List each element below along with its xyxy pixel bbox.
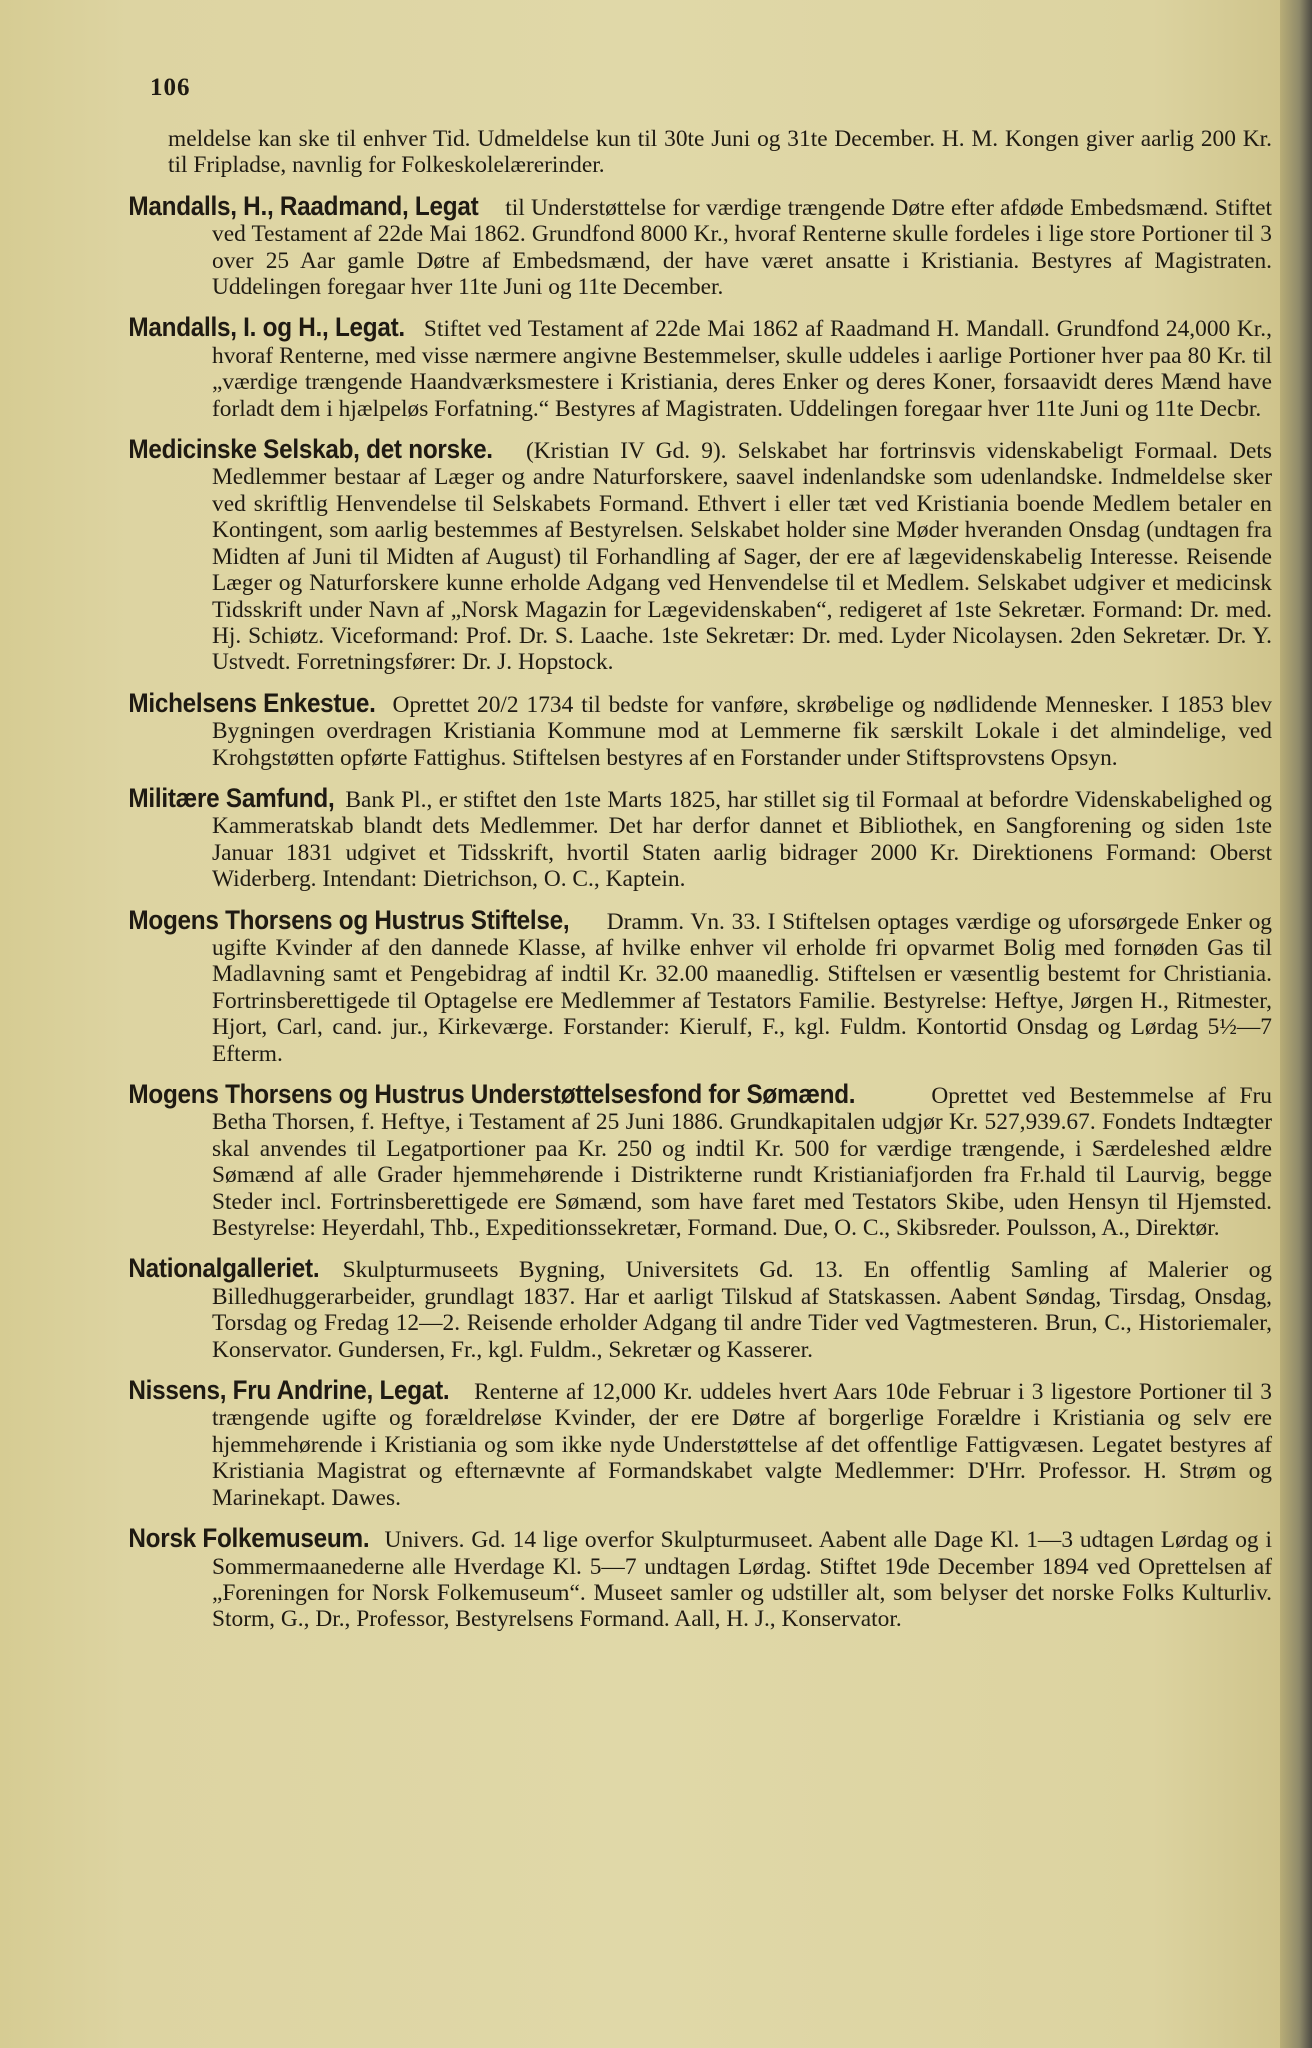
entry-text: Oprettet ved Bestemmelse af Fru Betha Thorsen, f. Heftye, i Testament af 25 Juni 1886. Grundkapitalen udgjør Kr. 527,939.67. Fondets Indtægter skal anvendes til Legatportioner paa Kr. 250 og indtil Kr. 500 for værdige trængende, i Særdeleshed ældre Sømænd af alle Grader hjemmehørende i Distrikterne rundt Kristianiafjorden fra Fr.hald til Laurvig, begge Steder incl. Fortrinsberettigede ere Sømænd, som have faret med Testators Skibe, uden Hensyn til Hjemsted. Bestyrelse: Heyerdahl, Thb., Expeditionssekretær, Formand. Due, O. C., Skibsreder. Poulsson, A., Direktør.	[212, 1083, 1272, 1242]
entry-mandalls-i-og-h-legat	[128, 312, 1272, 422]
entry-text: (Kristian IV Gd. 9). Selskabet har fortrinsvis videnskabeligt Formaal. Dets Medlemmer bestaar af Læger og andre Naturforskere, saavel indenlandske som udenlandske. Indmeldelse sker ved skriftlig Henvendelse til Selskabets Formand. Ethvert i eller tæt ved Kristiania boende Medlem betaler en Kontingent, som aarlig bestemmes af Bestyrelsen. Selskabet holder sine Møder hveranden Onsdag (undtagen fra Midten af Juni til Midten af August) til Forhandling af Sager, der ere af lægevidenskabelig Interesse. Reisende Læger og Naturforskere kunne erholde Adgang ved Henvendelse til et Medlem. Selskabet udgiver et medicinsk Tidsskrift under Navn af „Norsk Magazin for Lægevidenskaben“, redigeret af 1ste Sekretær. Formand: Dr. med. Hj. Schiøtz. Viceformand: Prof. Dr. S. Laache. 1ste Sekretær: Dr. med. Lyder Nicolaysen. 2den Sekretær. Dr. Y. Ustvedt. Forretningsfører: Dr. J. Hopstock.	[212, 438, 1272, 676]
directory-text	[128, 126, 1272, 1633]
page-edge-shadow	[1280, 0, 1312, 2048]
entry-heading: Mandalls, H., Raadmand, Legat	[128, 190, 479, 221]
entry-heading: Medicinske Selskab, det norske.	[128, 434, 493, 465]
entry-medicinske-selskab	[128, 434, 1272, 676]
entry-heading: Militære Samfund,	[128, 782, 335, 813]
entry-norsk-folkemuseum	[128, 1523, 1272, 1633]
entry-nissens-legat	[128, 1375, 1272, 1511]
entry-mandalls-raadmand-legat	[128, 190, 1272, 301]
entry-heading: Nissens, Fru Andrine, Legat.	[128, 1375, 450, 1406]
entry-michelsens-enkestue	[128, 687, 1272, 771]
entry-mogens-thorsens-stiftelse	[128, 904, 1272, 1067]
entry-heading: Mandalls, I. og H., Legat.	[128, 312, 405, 343]
page-number: 106	[150, 74, 191, 101]
entry-text: Oprettet 20/2 1734 til bedste for vanføre, skrøbelige og nødlidende Mennesker. I 1853 blev Bygningen overdragen Kristiania Kommune mod at Lemmerne fik særskilt Lokale i det almindelige, ved Krohgstøtten opførte Fattighus. Stiftelsen bestyres af en Forstander under Stiftsprovstens Opsyn.	[212, 691, 1272, 771]
entry-heading: Norsk Folkemuseum.	[128, 1523, 370, 1554]
entry-heading: Mogens Thorsens og Hustrus Stiftelse,	[128, 904, 570, 935]
entry-text: Skulpturmuseets Bygning, Universitets Gd. 13. En offentlig Samling af Malerier og Billedhuggerarbeider, grundlagt 1837. Har et aarligt Tilskud af Statskassen. Aabent Søndag, Tirsdag, Onsdag, Torsdag og Fredag 12—2. Reisende erholder Adgang til andre Tider ved Vagtmesteren. Brun, C., Historiemaler, Konservator. Gundersen, Fr., kgl. Fuldm., Sekretær og Kasserer.	[212, 1257, 1272, 1363]
entry-nationalgalleriet	[128, 1253, 1272, 1363]
entry-text: Bank Pl., er stiftet den 1ste Marts 1825, har stillet sig til Formaal at befordre Videnskabelighed og Kammeratskab blandt dets Medlemmer. Det har derfor dannet et Bibliothek, en Sangforening og siden 1ste Januar 1831 udgivet et Tidsskrift, hvortil Staten aarlig bidrager 2000 Kr. Direktionens Formand: Oberst Widerberg. Intendant: Dietrichson, O. C., Kaptein.	[212, 786, 1272, 893]
entry-text: Stiftet ved Testament af 22de Mai 1862 af Raadmand H. Mandall. Grundfond 24,000 Kr., hvoraf Renterne, med visse nærmere angivne Bestemmelser, skulle uddeles i aarlige Portioner hver paa 80 Kr. til „værdige trængende Haandværksmestere i Kristiania, deres Enker og deres Koner, forsaavidt deres Mænd have forladt dem i hjælpeløs Forfatning.“ Bestyres af Magistraten. Uddelingen foregaar hver 11te Juni og 11te Decbr.	[212, 316, 1272, 422]
continuation-paragraph: meldelse kan ske til enhver Tid. Udmeldelse kun til 30te Juni og 31te December. H. M. Kongen giver aarlig 200 Kr. til Fripladse, navnlig for Folkeskolelærerinder.	[168, 126, 1272, 179]
entry-text: Dramm. Vn. 33. I Stiftelsen optages værdige og uforsørgede Enker og ugifte Kvinder af den dannede Klasse, af hvilke enhver vil erholde fri opvarmet Bolig med fornøden Gas til Madlavning samt et Pengebidrag af indtil Kr. 32.00 maanedlig. Stiftelsen er væsentlig bestemt for Christiania. Fortrinsberettigede til Optagelse ere Medlemmer af Testators Familie. Bestyrelse: Heftye, Jørgen H., Ritmester, Hjort, Carl, cand. jur., Kirkeværge. Forstander: Kierulf, F., kgl. Fuldm. Kontortid Onsdag og Lørdag 5½—7 Efterm.	[212, 908, 1272, 1067]
entry-heading: Michelsens Enkestue.	[128, 687, 376, 718]
entry-heading: Mogens Thorsens og Hustrus Understøttelsesfond for Sømænd.	[128, 1079, 856, 1109]
entry-militaere-samfund	[128, 782, 1272, 893]
entry-heading: Nationalgalleriet.	[128, 1253, 320, 1284]
entry-text: til Understøttelse for værdige trængende Døtre efter afdøde Embedsmænd. Stiftet ved Testament af 22de Mai 1862. Grundfond 8000 Kr., hvoraf Renterne skulle fordeles i lige store Portioner til 3 over 25 Aar gamle Døtre af Embedsmænd, der have været ansatte i Kristiania. Bestyres af Magistraten. Uddelingen foregaar hver 11te Juni og 11te December.	[212, 194, 1272, 301]
entry-text: Renterne af 12,000 Kr. uddeles hvert Aars 10de Februar i 3 ligestore Portioner til 3 trængende ugifte og forældreløse Kvinder, der ere Døtre af borgerlige Forældre i Kristiania og selv ere hjemmehørende i Kristiania og som ikke nyde Understøttelse af det offentlige Fattigvæsen. Legatet bestyres af Kristiania Magistrat og efternævnte af Formandskabet valgte Medlemmer: D'Hrr. Professor. H. Strøm og Marinekapt. Dawes.	[212, 1379, 1272, 1511]
entry-mogens-thorsens-understottelsesfond	[128, 1079, 1272, 1242]
entry-text: Univers. Gd. 14 lige overfor Skulpturmuseet. Aabent alle Dage Kl. 1—3 udtagen Lørdag og i Sommermaanederne alle Hverdage Kl. 5—7 undtagen Lørdag. Stiftet 19de December 1894 ved Oprettelsen af „Foreningen for Norsk Folkemuseum“. Museet samler og udstiller alt, som belyser det norske Folks Kulturliv. Storm, G., Dr., Professor, Bestyrelsens Formand. Aall, H. J., Konservator.	[212, 1527, 1272, 1633]
